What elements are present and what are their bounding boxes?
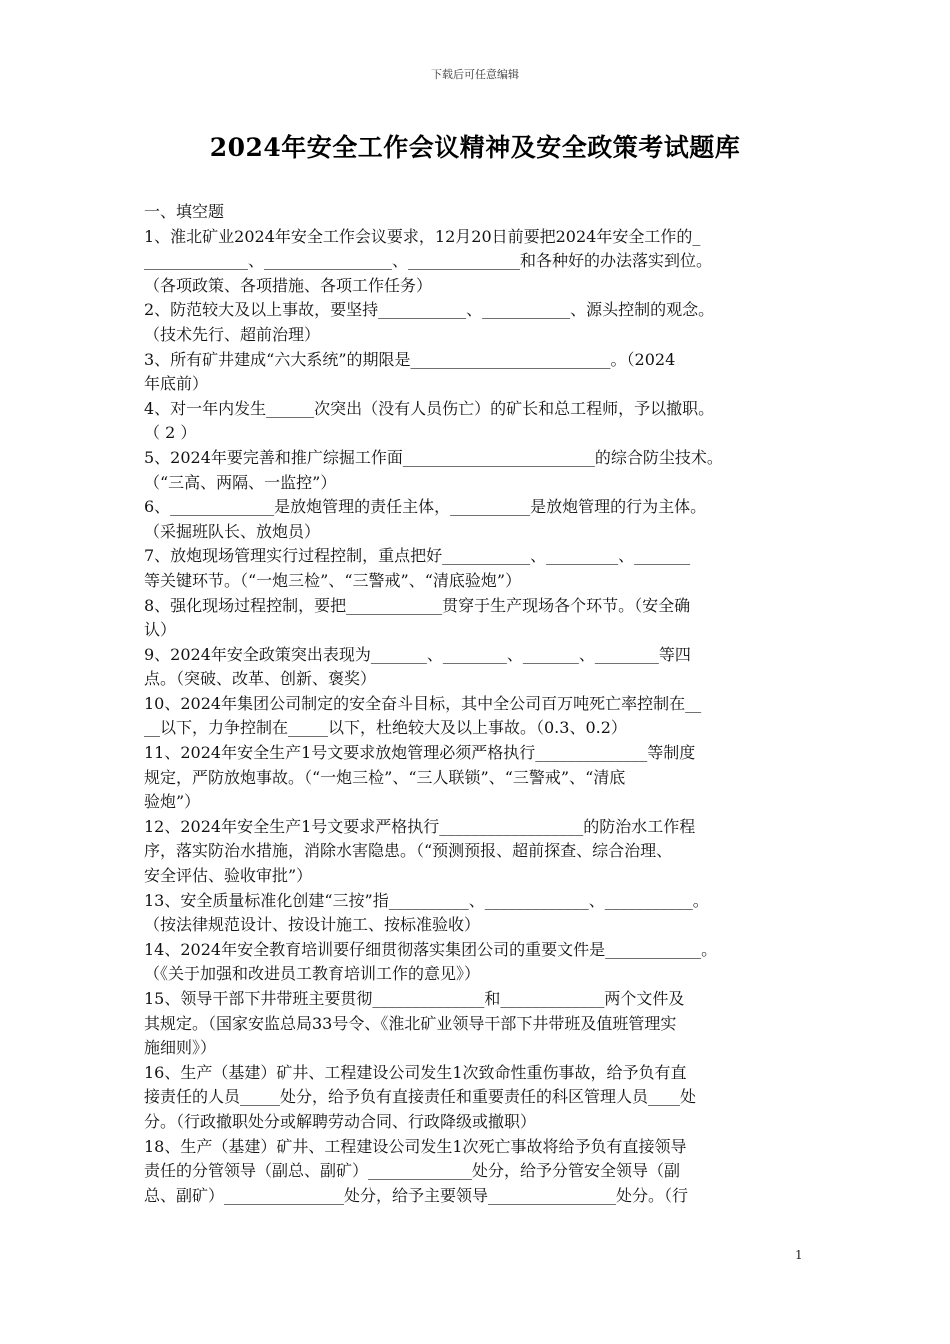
text-line: 7、放炮现场管理实行过程控制，重点把好___________、_________、_______ — [144, 546, 691, 566]
answer-line: （采掘班队长、放炮员） — [144, 521, 321, 541]
answer-line: （按法律规范设计、按设计施工、按标准验收） — [144, 915, 481, 935]
answer-line: 验炮”） — [144, 792, 201, 812]
page-number: 1 — [795, 1248, 803, 1262]
question-list — [144, 200, 812, 1208]
text-line: __以下，力争控制在_____以下，杜绝较大及以上事故。（0.3、0.2） — [144, 718, 627, 738]
answer-line: （“三高、两隔、一监控”） — [144, 472, 337, 492]
section-heading: 一、填空题 — [144, 202, 225, 221]
text-line: 15、领导干部下井带班主要贯彻______________和_____________两个文件及 — [144, 989, 685, 1008]
text-line: 14、2024年安全教育培训要仔细贯彻落实集团公司的重要文件是____________。 — [144, 939, 718, 959]
answer-line: 分。（行政撤职处分或解聘劳动合同、行政降级或撤职） — [144, 1111, 537, 1131]
answer-line: 年底前） — [144, 374, 209, 394]
document-title: 2024年安全工作会议精神及安全政策考试题库 — [209, 133, 741, 162]
text-line: 2、防范较大及以上事故，要坚持___________、___________、源头控制的观念。 — [144, 300, 715, 320]
answer-line: （《关于加强和改进员工教育培训工作的意见》） — [144, 964, 481, 984]
text-line: 序，落实防治水措施，消除水害隐患。（“预测预报、超前探查、综合治理、 — [144, 841, 673, 861]
text-line: 其规定。（国家安监总局33号令、《淮北矿业领导干部下井带班及值班管理实 — [144, 1013, 677, 1033]
text-line: 6、_____________是放炮管理的责任主体，__________是放炮管理的行为主体。 — [144, 497, 707, 517]
text-line: 责任的分管领导（副总、副矿）_____________处分，给予分管安全领导（副 — [144, 1161, 681, 1181]
answer-line: 施细则》） — [144, 1038, 217, 1058]
answer-line: 点。（突破、改革、创新、褒奖） — [144, 669, 377, 689]
text-line: 1、淮北矿业2024年安全工作会议要求，12月20日前要把2024年安全工作的_ — [144, 226, 701, 246]
text-line: 总、副矿）_______________处分，给予主要领导________________处分。（行 — [144, 1185, 689, 1205]
answer-line: （ 2 ） — [144, 423, 197, 443]
text-line: 13、安全质量标准化创建“三按”指__________、_____________、___________。 — [144, 890, 709, 910]
text-line: 16、生产（基建）矿井、工程建设公司发生1次致命性重伤事故，给予负有直 — [144, 1062, 687, 1082]
text-line: 3、所有矿井建成“六大系统”的期限是_________________________。（2024 — [144, 349, 676, 369]
text-line: 12、2024年安全生产1号文要求严格执行__________________的防治水工作程 — [144, 816, 696, 836]
answer-line: 认） — [144, 620, 177, 640]
text-line: 4、对一年内发生______次突出（没有人员伤亡）的矿长和总工程师，予以撤职。 — [144, 398, 715, 418]
text-line: 等关键环节。（“一炮三检”、“三警戒”、“清底验炮”） — [144, 570, 522, 590]
answer-line: （技术先行、超前治理） — [144, 324, 321, 344]
page-header-note: 下载后可任意编辑 — [431, 68, 519, 81]
text-line: 11、2024年安全生产1号文要求放炮管理必须严格执行______________等制度 — [144, 743, 696, 763]
answer-line: （各项政策、各项措施、各项工作任务） — [144, 275, 433, 295]
text-line: 9、2024年安全政策突出表现为_______、________、_______、________等四 — [144, 644, 691, 664]
answer-line: 安全评估、验收审批”） — [144, 866, 313, 886]
text-line: 5、2024年要完善和推广综掘工作面________________________的综合防尘技术。 — [144, 447, 723, 467]
text-line: _____________、________________、______________和各种好的办法落实到位。 — [144, 251, 713, 271]
text-line: 8、强化现场过程控制，要把____________贯穿于生产现场各个环节。（安全确 — [144, 595, 691, 615]
text-line: 18、生产（基建）矿井、工程建设公司发生1次死亡事故将给予负有直接领导 — [144, 1136, 687, 1156]
text-line: 规定，严防放炮事故。（“一炮三检”、“三人联锁”、“三警戒”、“清底 — [144, 767, 626, 787]
text-line: 10、2024年集团公司制定的安全奋斗目标，其中全公司百万吨死亡率控制在__ — [144, 693, 702, 713]
text-line: 接责任的人员_____处分，给予负有直接责任和重要责任的科区管理人员____处 — [144, 1087, 697, 1107]
